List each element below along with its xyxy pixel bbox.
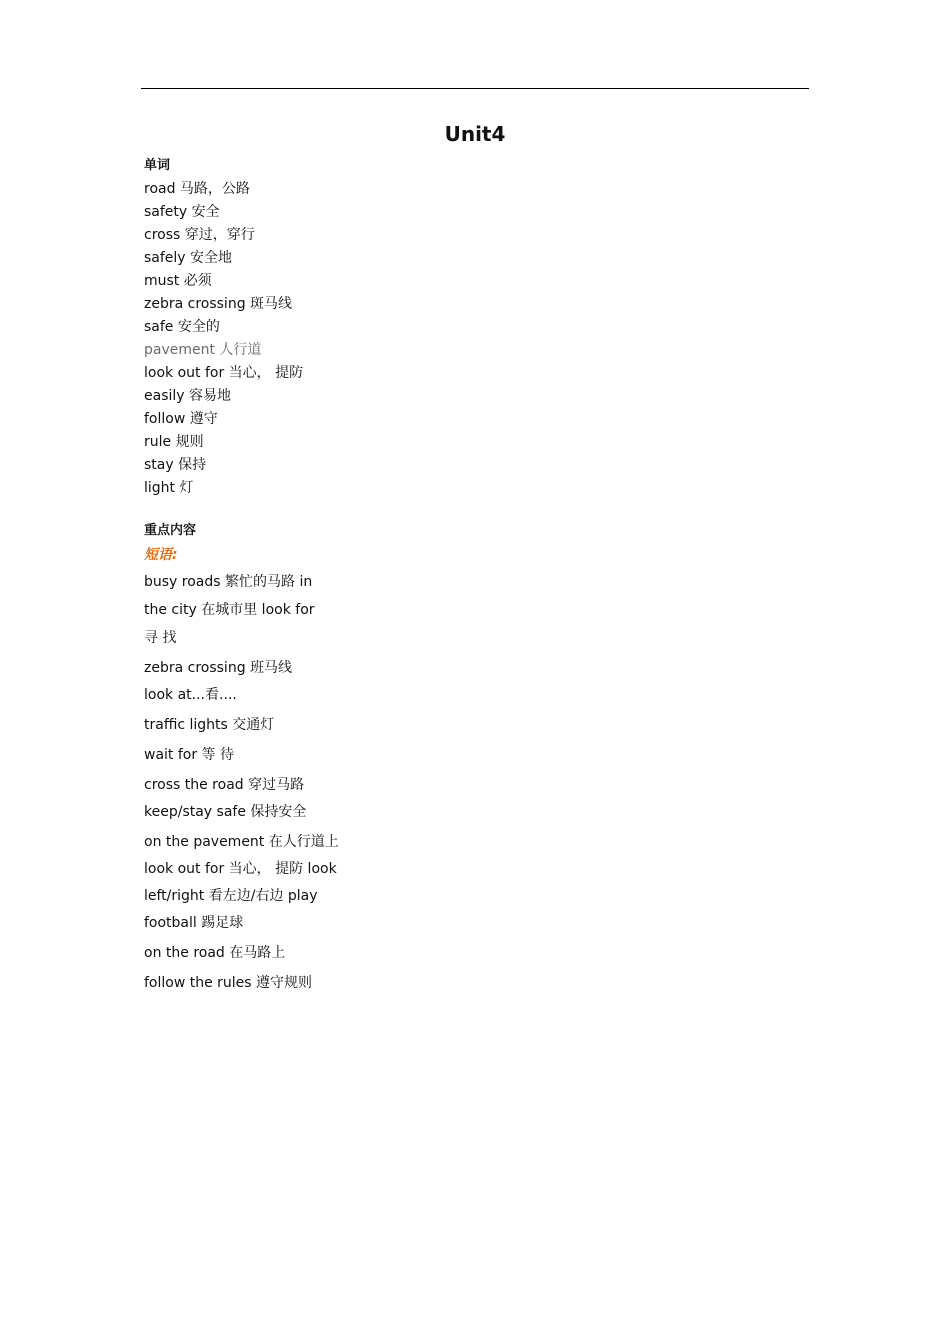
phrases-label: 短语: (144, 547, 178, 563)
key-content-heading: 重点内容 (144, 523, 197, 538)
vocab-item: safe 安全的 (144, 319, 220, 335)
vocab-item: zebra crossing 斑马线 (144, 296, 293, 312)
vocab-item: look out for 当心， 提防 (144, 365, 304, 381)
vocab-item: road 马路，公路 (144, 181, 250, 197)
vocab-item: safety 安全 (144, 204, 220, 220)
phrase-item: wait for 等 待 (144, 747, 235, 763)
vocab-list (144, 178, 444, 500)
phrase-item: keep/stay safe 保持安全 (144, 804, 307, 820)
phrase-item: football 踢足球 (144, 915, 244, 931)
vocab-item: stay 保持 (144, 457, 207, 473)
page-title: Unit4 (444, 122, 506, 146)
phrase-list (144, 570, 444, 995)
phrase-item: busy roads 繁忙的马路 in (144, 574, 313, 590)
phrase-item: zebra crossing 班马线 (144, 660, 293, 676)
document-body (144, 156, 444, 995)
vocab-item: follow 遵守 (144, 411, 218, 427)
vocab-item: light 灯 (144, 480, 194, 496)
vocab-item: cross 穿过，穿行 (144, 227, 255, 243)
vocab-item: pavement 人行道 (144, 342, 262, 358)
phrase-item: on the road 在马路上 (144, 945, 286, 961)
vocab-item: easily 容易地 (144, 388, 232, 404)
phrase-item: 寻 找 (144, 630, 177, 646)
phrase-item: the city 在城市里 look for (144, 602, 315, 618)
vocab-item: safely 安全地 (144, 250, 233, 266)
vocab-item: rule 规则 (144, 434, 204, 450)
section-gap (144, 500, 444, 521)
phrase-item: follow the rules 遵守规则 (144, 975, 313, 991)
vocab-heading: 单词 (144, 158, 171, 173)
phrase-item: left/right 看左边/右边 play (144, 888, 318, 904)
vocab-item: must 必须 (144, 273, 212, 289)
phrase-item: on the pavement 在人行道上 (144, 834, 339, 850)
phrase-item: traffic lights 交通灯 (144, 717, 275, 733)
phrase-item: look out for 当心， 提防 look (144, 861, 337, 877)
phrase-item: look at...看.... (144, 687, 237, 703)
phrase-item: cross the road 穿过马路 (144, 777, 305, 793)
header-rule (141, 88, 809, 89)
